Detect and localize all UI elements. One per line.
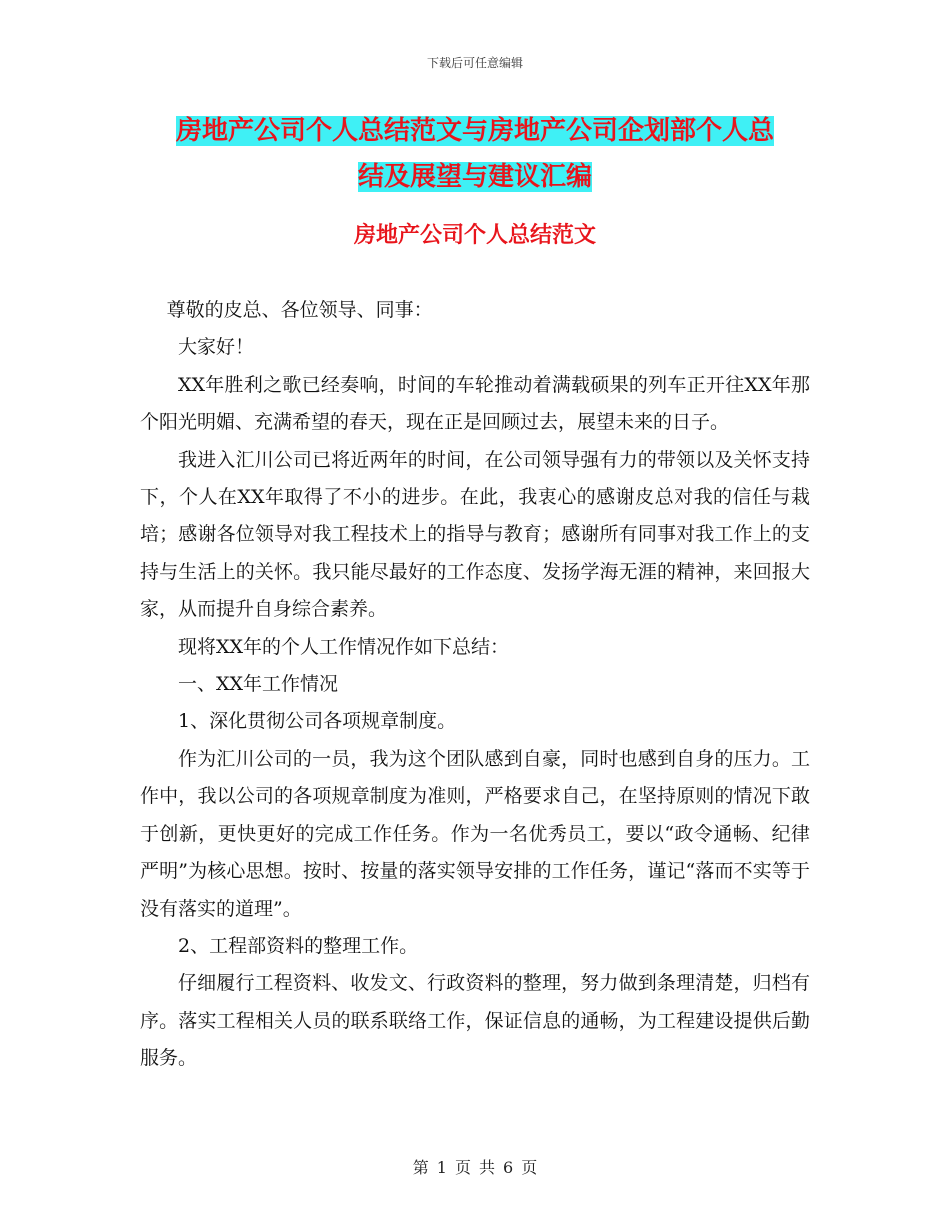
subheading-rules: 1、深化贯彻公司各项规章制度。 xyxy=(178,710,457,733)
paragraph: XX年胜利之歌已经奏响，时间的车轮推动着满载硕果的列车正开往XX年那个阳光明媚、充满希望的春天，现在正是回顾过去，展望未来的日子。 xyxy=(140,373,810,434)
subheading-documents: 2、工程部资料的整理工作。 xyxy=(178,934,419,957)
page-footer xyxy=(0,1155,950,1178)
paragraph: 作为汇川公司的一员，我为这个团队感到自豪，同时也感到自身的压力。工作中，我以公司的各项规章制度为准则，严格要求自己，在坚持原则的情况下敢于创新，更快更好的完成工作任务。作为一名优秀员工，要以“政令通畅、纪律严明”为核心思想。按时、按量的落实领导安排的工作任务，谨记“落而不实等于没有落实的道理”。 xyxy=(140,747,810,920)
paragraph: 我进入汇川公司已将近两年的时间，在公司领导强有力的带领以及关怀支持下，个人在XX年取得了不小的进步。在此，我衷心的感谢皮总对我的信任与栽培；感谢各位领导对我工程技术上的指导与教育；感谢所有同事对我工作上的支持与生活上的关怀。我只能尽最好的工作态度、发扬学海无涯的精神，来回报大家，从而提升自身综合素养。 xyxy=(140,448,810,621)
document-title-line2: 结及展望与建议汇编 xyxy=(357,162,592,192)
paragraph: 现将XX年的个人工作情况作如下总结： xyxy=(178,635,510,658)
total-label: 共 xyxy=(479,1158,496,1177)
heading-work-situation: 一、XX年工作情况 xyxy=(178,673,339,696)
paragraph: 仔细履行工程资料、收发文、行政资料的整理，努力做到条理清楚，归档有序。落实工程相关人员的联系联络工作，保证信息的通畅，为工程建设提供后勤服务。 xyxy=(140,972,810,1070)
paragraph-greeting: 尊敬的皮总、各位领导、同事： xyxy=(166,299,433,321)
page-label-pre: 第 xyxy=(412,1158,429,1177)
page-label-post: 页 xyxy=(521,1158,538,1177)
document-title xyxy=(140,108,810,200)
page-current: 1 xyxy=(436,1158,447,1177)
page-label-mid: 页 xyxy=(454,1158,471,1177)
header-note: 下载后可任意编辑 xyxy=(426,56,523,70)
document-body xyxy=(140,292,810,1078)
section-title: 房地产公司个人总结范文 xyxy=(353,223,596,248)
page-total: 6 xyxy=(503,1158,514,1177)
paragraph-hello: 大家好！ xyxy=(178,336,255,359)
document-title-line1: 房地产公司个人总结范文与房地产公司企划部个人总 xyxy=(175,116,774,146)
